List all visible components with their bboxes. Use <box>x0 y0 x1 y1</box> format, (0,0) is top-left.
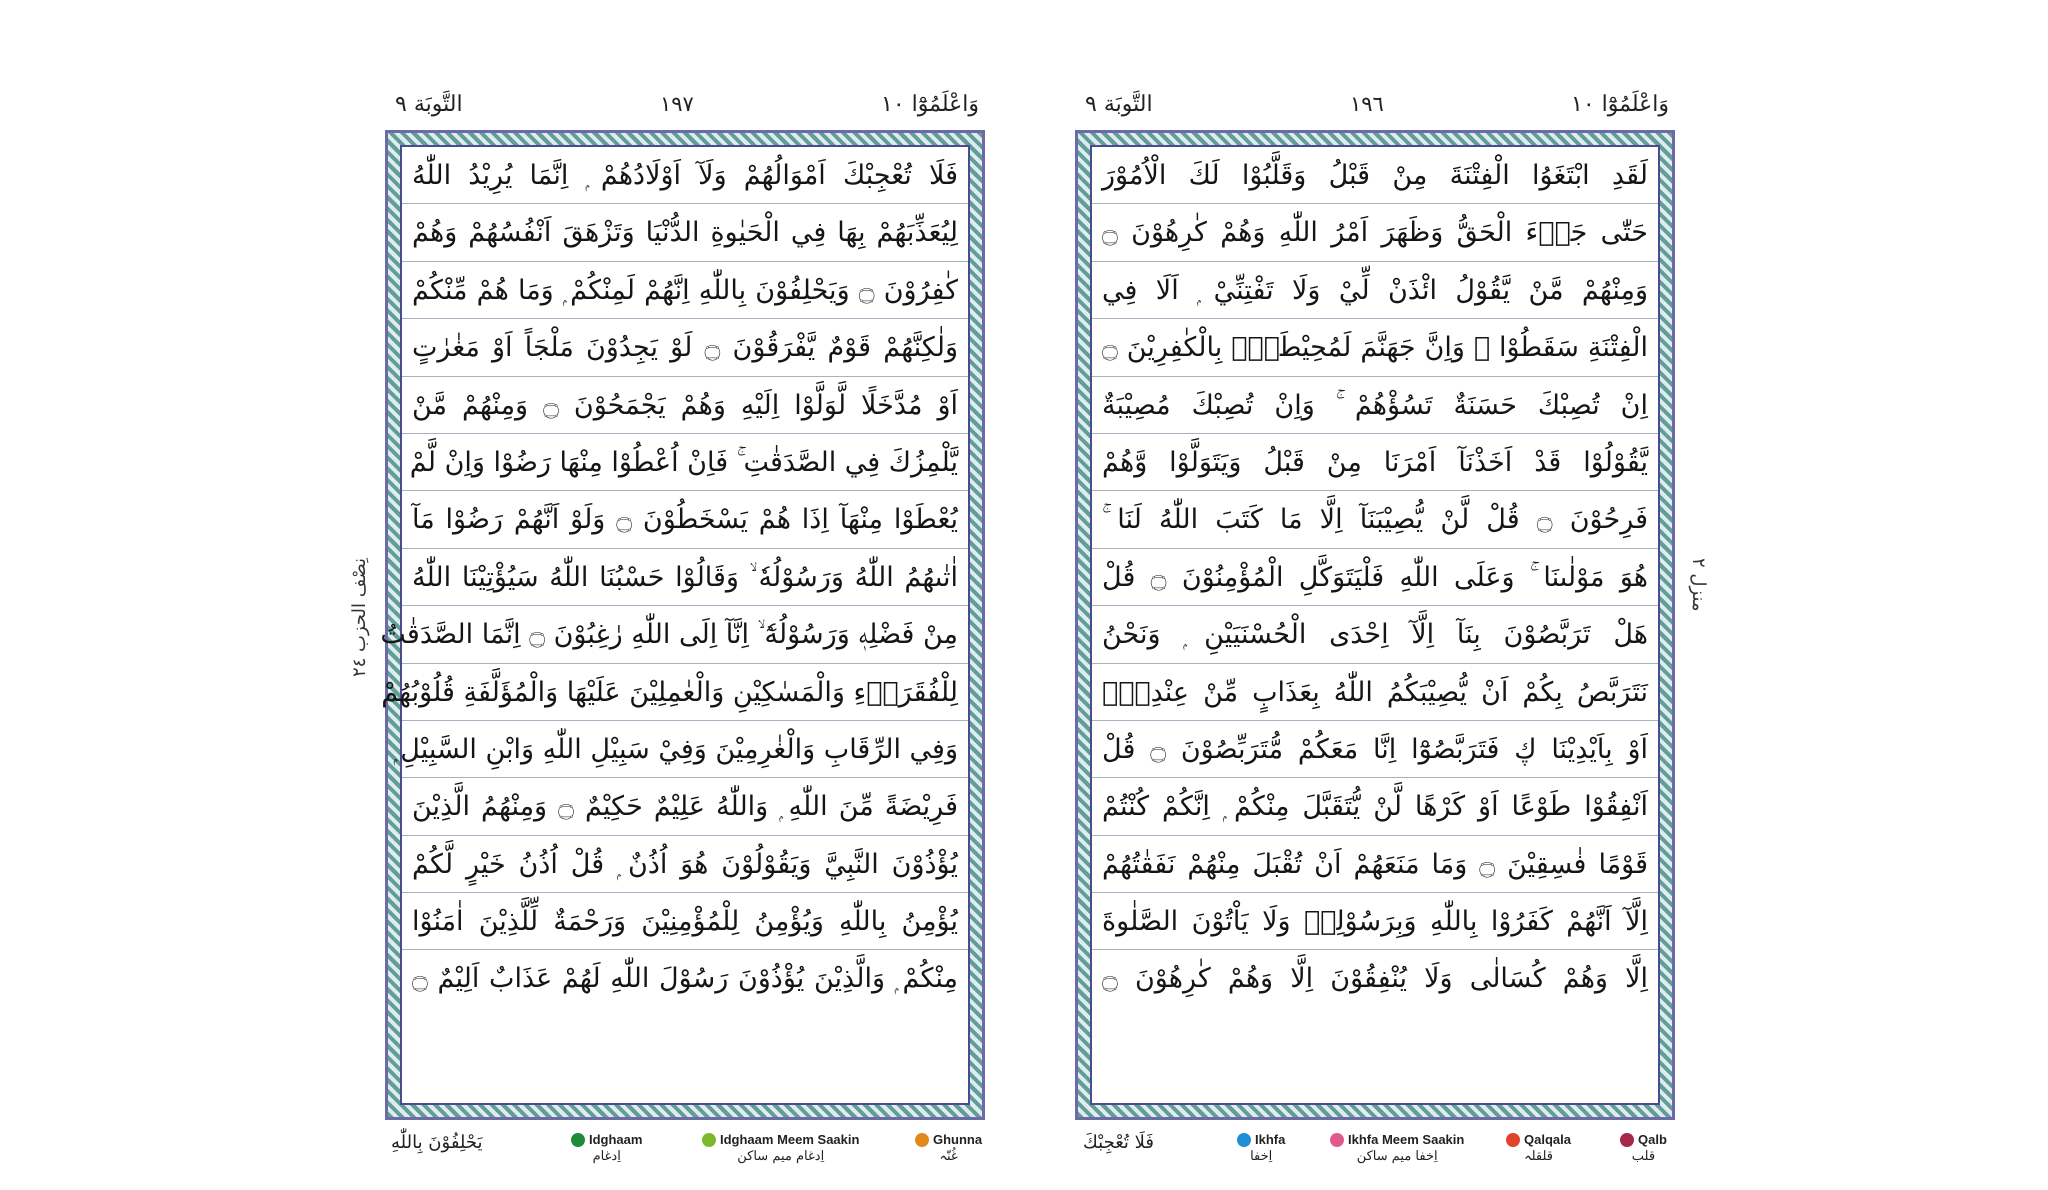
text-line: يُعْطَوْا مِنْهَآ اِذَا هُمْ يَسْخَطُوْنَ ۝ وَلَوْ اَنَّهُمْ رَضُوْا مَآ <box>402 491 968 548</box>
legend-label-en: Ghunna <box>933 1132 983 1147</box>
page-header <box>385 88 985 128</box>
header-page-number: ١٩٧ <box>660 92 694 116</box>
text-line: يَّقُوْلُوْا قَدْ اَخَذْنَآ اَمْرَنَا مِنْ قَبْلُ وَيَتَوَلَّوْا وَّهُمْ <box>1092 434 1658 491</box>
legend-label-en: Ikhfa <box>1255 1132 1286 1147</box>
legend-label-en: Idghaam <box>589 1132 643 1147</box>
text-line: اَوْ بِاَيْدِيْنَا ڮ فَتَرَبَّصُوْٓا اِنَّا مَعَكُمْ مُّتَرَبِّصُوْنَ ۝ قُلْ <box>1092 721 1658 778</box>
legend-label-ar: غُنّہ <box>939 1149 958 1164</box>
text-line: اَنْفِقُوْا طَوْعًا اَوْ كَرْهًا لَّنْ يُّتَقَبَّلَ مِنْكُمْ ۭ اِنَّكُمْ كُنْتُمْ <box>1092 778 1658 835</box>
page-footer <box>385 1130 985 1190</box>
page-header <box>1075 88 1675 128</box>
legend-ghunna <box>915 1132 982 1164</box>
text-line: مِنْ فَضْلِهٖ وَرَسُوْلُهٗٓ ۙ اِنَّآ اِلَى اللّٰهِ رٰغِبُوْنَ ۝ اِنَّمَا الصَّدَقٰتُ <box>402 606 968 663</box>
text-line: حَتّٰى جَاۗءَ الْحَقُّ وَظَهَرَ اَمْرُ اللّٰهِ وَهُمْ كٰرِهُوْنَ ۝ <box>1092 204 1658 261</box>
legend-qalqala <box>1506 1132 1571 1164</box>
decorative-border <box>380 130 985 1120</box>
legend-label-ar: اِدغام میم ساکن <box>737 1149 825 1164</box>
text-line: اَوْ مُدَّخَلًا لَّوَلَّوْا اِلَيْهِ وَهُمْ يَجْمَحُوْنَ ۝ وَمِنْهُمْ مَّنْ <box>402 377 968 434</box>
text-line: يَّلْمِزُكَ فِي الصَّدَقٰتِ ۚ فَاِنْ اُعْطُوْا مِنْهَا رَضُوْا وَاِنْ لَّمْ <box>402 434 968 491</box>
header-juz-name: وَاعْلَمُوْٓا ١٠ <box>881 92 979 117</box>
text-line: لِيُعَذِّبَهُمْ بِهَا فِي الْحَيٰوةِ الدُّنْيَا وَتَزْهَقَ اَنْفُسُهُمْ وَهُمْ <box>402 204 968 261</box>
margin-manzil-label: منزل ٢ <box>1688 558 1709 612</box>
text-line: فَلَا تُعْجِبْكَ اَمْوَالُهُمْ وَلَآ اَوْلَادُهُمْ ۭ اِنَّمَا يُرِيْدُ اللّٰهُ <box>402 147 968 204</box>
legend-idghaam <box>571 1132 642 1164</box>
text-line: وَلٰكِنَّهُمْ قَوْمٌ يَّفْرَقُوْنَ ۝ لَوْ يَجِدُوْنَ مَلْجَاً اَوْ مَغٰرٰتٍ <box>402 319 968 376</box>
legend-dot <box>915 1133 929 1147</box>
text-line: لِلْفُقَرَاۗءِ وَالْمَسٰكِيْنِ وَالْعٰمِلِيْنَ عَلَيْهَا وَالْمُؤَلَّفَةِ قُلُوْبُهُمْ <box>402 664 968 721</box>
legend-label-en: Ikhfa Meem Saakin <box>1348 1132 1465 1147</box>
text-line: يُؤْذُوْنَ النَّبِيَّ وَيَقُوْلُوْنَ هُوَ اُذُنٌ ۭ قُلْ اُذُنُ خَيْرٍ لَّكُمْ <box>402 836 968 893</box>
text-line: الْفِتْنَةِ سَقَطُوْا ۭ وَاِنَّ جَهَنَّمَ لَمُحِيْطَةٌۢ بِالْكٰفِرِيْنَ ۝ <box>1092 319 1658 376</box>
header-juz-name: وَاعْلَمُوْٓا ١٠ <box>1571 92 1669 117</box>
legend-dot <box>1237 1133 1251 1147</box>
text-line: قَوْمًا فٰسِقِيْنَ ۝ وَمَا مَنَعَهُمْ اَنْ تُقْبَلَ مِنْهُمْ نَفَقٰتُهُمْ <box>1092 836 1658 893</box>
legend-label-ar: قلب <box>1631 1149 1656 1164</box>
text-line: وَفِي الرِّقَابِ وَالْغٰرِمِيْنَ وَفِيْ سَبِيْلِ اللّٰهِ وَابْنِ السَّبِيْلِ ۭ <box>402 721 968 778</box>
catchword: يَحْلِفُوْنَ بِاللّٰهِ <box>391 1132 483 1153</box>
header-sura-name: التَّوبَة ٩ <box>1085 92 1153 117</box>
legend-label-en: Qalb <box>1638 1132 1667 1147</box>
legend-qalb <box>1620 1132 1667 1164</box>
legend-dot <box>1506 1133 1520 1147</box>
text-line: وَمِنْهُمْ مَّنْ يَّقُوْلُ ائْذَنْ لِّيْ وَلَا تَفْتِنِّيْ ۭ اَلَا فِي <box>1092 262 1658 319</box>
text-block <box>1090 145 1660 1105</box>
text-line: لَقَدِ ابْتَغَوُا الْفِتْنَةَ مِنْ قَبْلُ وَقَلَّبُوْا لَكَ الْاُمُوْرَ <box>1092 147 1658 204</box>
legend-dot <box>1620 1133 1634 1147</box>
text-line: اٰتٰىهُمُ اللّٰهُ وَرَسُوْلُهٗ ۙ وَقَالُوْا حَسْبُنَا اللّٰهُ سَيُؤْتِيْنَا اللّٰهُ <box>402 549 968 606</box>
legend-ikhfa <box>1237 1132 1285 1164</box>
text-line: مِنْكُمْ ۭ وَالَّذِيْنَ يُؤْذُوْنَ رَسُوْلَ اللّٰهِ لَهُمْ عَذَابٌ اَلِيْمٌ ۝ <box>412 963 958 995</box>
text-line: اِنْ تُصِبْكَ حَسَنَةٌ تَسُؤْهُمْ ۚ وَاِنْ تُصِبْكَ مُصِيْبَةٌ <box>1092 377 1658 434</box>
legend-label-ar: قلقلہ <box>1523 1149 1553 1164</box>
legend-idghaam-meem-saakin <box>702 1132 859 1164</box>
header-page-number: ١٩٦ <box>1350 92 1384 116</box>
legend-label-en: Idghaam Meem Saakin <box>720 1132 860 1147</box>
legend-dot <box>1330 1133 1344 1147</box>
legend-dot <box>702 1133 716 1147</box>
legend-label-ar: اِدغام <box>592 1149 621 1164</box>
text-line: فَرِحُوْنَ ۝ قُلْ لَّنْ يُّصِيْبَنَآ اِلَّا مَا كَتَبَ اللّٰهُ لَنَا ۚ <box>1092 491 1658 548</box>
text-line: اِلَّا وَهُمْ كُسَالٰى وَلَا يُنْفِقُوْنَ اِلَّا وَهُمْ كٰرِهُوْنَ ۝ <box>1102 963 1648 995</box>
legend-dot <box>571 1133 585 1147</box>
text-line: يُؤْمِنُ بِاللّٰهِ وَيُؤْمِنُ لِلْمُؤْمِنِيْنَ وَرَحْمَةٌ لِّلَّذِيْنَ اٰمَنُوْا <box>402 893 968 950</box>
text-line: فَرِيْضَةً مِّنَ اللّٰهِ ۭ وَاللّٰهُ عَلِيْمٌ حَكِيْمٌ ۝ وَمِنْهُمُ الَّذِيْنَ <box>402 778 968 835</box>
legend-label-ar: اِخفا <box>1250 1149 1273 1164</box>
text-line: هَلْ تَرَبَّصُوْنَ بِنَآ اِلَّآ اِحْدَى الْحُسْنَيَيْنِ ۭ وَنَحْنُ <box>1092 606 1658 663</box>
legend-label-en: Qalqala <box>1524 1132 1571 1147</box>
mushaf-page-197 <box>349 88 985 1164</box>
legend-ikhfa-meem-saakin <box>1330 1132 1464 1164</box>
text-line: كٰفِرُوْنَ ۝ وَيَحْلِفُوْنَ بِاللّٰهِ اِنَّهُمْ لَمِنْكُمْ ۭ وَمَا هُمْ مِّنْكُمْ <box>402 262 968 319</box>
mushaf-page-196 <box>1075 88 1709 1164</box>
decorative-border <box>1075 130 1675 1120</box>
text-line: اِلَّآ اَنَّهُمْ كَفَرُوْا بِاللّٰهِ وَبِرَسُوْلِهٖ وَلَا يَاْتُوْنَ الصَّلٰوةَ <box>1092 893 1658 950</box>
page-footer <box>1075 1130 1675 1190</box>
header-sura-name: التَّوبَة ٩ <box>395 92 463 117</box>
legend-label-ar: اِخفا میم ساکن <box>1356 1149 1438 1164</box>
margin-hizb-label: نِصْف الحزب ٢٤ <box>349 558 370 678</box>
text-block <box>380 145 970 1105</box>
text-line: هُوَ مَوْلٰىنَا ۚ وَعَلَى اللّٰهِ فَلْيَتَوَكَّلِ الْمُؤْمِنُوْنَ ۝ قُلْ <box>1092 549 1658 606</box>
catchword: فَلَا تُعْجِبْكَ <box>1083 1132 1154 1153</box>
text-line: نَتَرَبَّصُ بِكُمْ اَنْ يُّصِيْبَكُمُ اللّٰهُ بِعَذَابٍ مِّنْ عِنْدِهٖٓ <box>1092 664 1658 721</box>
